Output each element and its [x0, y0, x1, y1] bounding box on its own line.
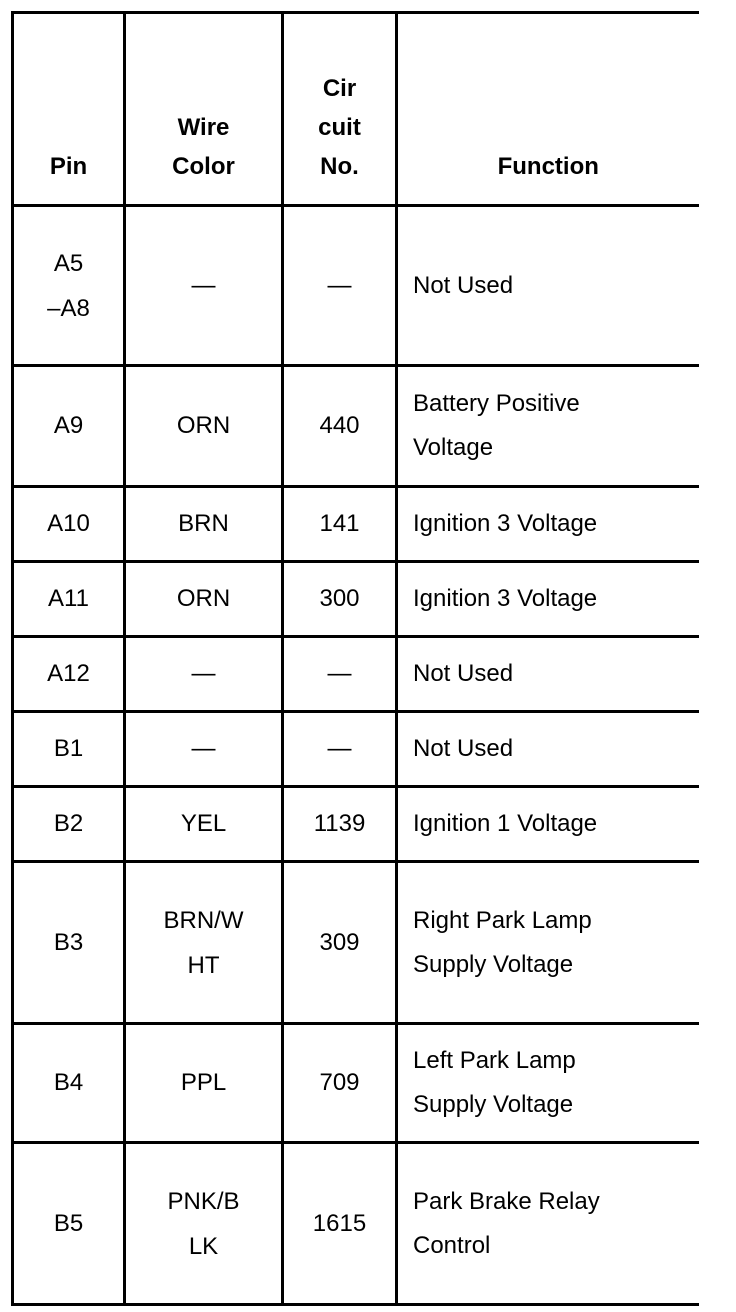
function-line: Battery Positive: [413, 390, 580, 417]
wire-color-line: ORN: [176, 412, 231, 439]
pin-cell: [13, 562, 125, 637]
table-row: [13, 562, 699, 637]
pin-line: B1: [53, 735, 84, 762]
function-cell: [397, 1024, 699, 1143]
function-cell: [397, 562, 699, 637]
table-row: [13, 787, 699, 862]
header-circuit-no: [283, 13, 397, 206]
pin-cell: [13, 862, 125, 1024]
function-line: Right Park Lamp: [413, 906, 592, 934]
table-row: [13, 366, 699, 487]
wire-color-cell: [125, 206, 283, 366]
function-cell: [397, 862, 699, 1024]
circuit-cell: 709: [283, 1024, 397, 1143]
header-wire-color-line: Color: [172, 153, 235, 180]
pin-line: A10: [47, 510, 90, 537]
wire-color-line: PNK/B: [167, 1187, 240, 1215]
table-row: [13, 712, 699, 787]
wire-color-cell: [125, 487, 283, 562]
circuit-cell: —: [283, 206, 397, 366]
pin-cell: [13, 712, 125, 787]
function-line: Control: [413, 1231, 491, 1259]
wire-color-cell: [125, 787, 283, 862]
table-row: [13, 487, 699, 562]
pin-line: A11: [48, 585, 89, 612]
circuit-cell: 1615: [283, 1143, 397, 1305]
function-cell: [397, 206, 699, 366]
wire-color-line: —: [191, 660, 216, 687]
circuit-cell: 300: [283, 562, 397, 637]
function-cell: [397, 712, 699, 787]
pin-cell: [13, 787, 125, 862]
function-line: Left Park Lamp: [413, 1047, 576, 1074]
function-cell: [397, 487, 699, 562]
circuit-cell: 309: [283, 862, 397, 1024]
header-pin-line: Pin: [49, 153, 88, 180]
pin-cell: [13, 1143, 125, 1305]
pin-line: –A8: [47, 294, 90, 322]
function-line: Park Brake Relay: [413, 1187, 600, 1215]
pin-line: B3: [53, 928, 84, 956]
pin-line: B2: [53, 810, 84, 837]
function-line: Supply Voltage: [413, 950, 574, 978]
wire-color-line: YEL: [180, 810, 227, 837]
header-function: [397, 13, 699, 206]
wire-color-line: BRN: [178, 510, 229, 537]
header-pin: [13, 13, 125, 206]
wire-color-cell: [125, 862, 283, 1024]
function-cell: [397, 787, 699, 862]
function-line: Ignition 1 Voltage: [413, 810, 598, 837]
function-cell: [397, 366, 699, 487]
function-line: Supply Voltage: [413, 1091, 574, 1118]
wire-color-cell: [125, 1143, 283, 1305]
header-circuit-line: cuit: [318, 114, 361, 141]
table-row: [13, 637, 699, 712]
wire-color-line: LK: [188, 1232, 219, 1260]
wire-color-cell: [125, 366, 283, 487]
wire-color-line: —: [191, 735, 216, 762]
wire-color-cell: [125, 712, 283, 787]
table-row: [13, 862, 699, 1024]
wire-color-line: HT: [187, 951, 220, 979]
circuit-cell: 141: [283, 487, 397, 562]
function-line: Ignition 3 Voltage: [413, 585, 598, 612]
pin-line: A12: [47, 660, 90, 687]
function-line: Not Used: [413, 271, 514, 299]
header-wire-color-line: Wire: [177, 114, 230, 141]
connector-pinout-table: [11, 11, 699, 1306]
header-row: [13, 13, 699, 206]
function-line: Not Used: [413, 735, 514, 762]
wire-color-line: —: [191, 271, 216, 299]
function-line: Voltage: [413, 434, 494, 461]
table-row: [13, 1024, 699, 1143]
function-cell: [397, 637, 699, 712]
header-circuit-line: Cir: [322, 75, 357, 102]
function-line: Not Used: [413, 660, 514, 687]
pin-cell: [13, 366, 125, 487]
pin-line: A5: [53, 249, 84, 277]
wire-color-line: PPL: [180, 1069, 227, 1096]
pin-line: A9: [53, 412, 84, 439]
pin-cell: [13, 637, 125, 712]
wire-color-line: BRN/W: [163, 906, 244, 934]
header-wire-color: [125, 13, 283, 206]
table-row: [13, 1143, 699, 1305]
circuit-cell: 1139: [283, 787, 397, 862]
table-row: [13, 206, 699, 366]
wire-color-line: ORN: [176, 585, 231, 612]
pin-cell: [13, 1024, 125, 1143]
circuit-cell: 440: [283, 366, 397, 487]
function-cell: [397, 1143, 699, 1305]
circuit-cell: —: [283, 637, 397, 712]
header-circuit-line: No.: [320, 153, 359, 180]
function-line: Ignition 3 Voltage: [413, 510, 598, 537]
pin-line: B5: [53, 1209, 84, 1237]
pin-cell: [13, 206, 125, 366]
wire-color-cell: [125, 1024, 283, 1143]
pin-line: B4: [53, 1069, 84, 1096]
header-function-line: Function: [497, 153, 599, 180]
wire-color-cell: [125, 562, 283, 637]
circuit-cell: —: [283, 712, 397, 787]
pin-cell: [13, 487, 125, 562]
wire-color-cell: [125, 637, 283, 712]
